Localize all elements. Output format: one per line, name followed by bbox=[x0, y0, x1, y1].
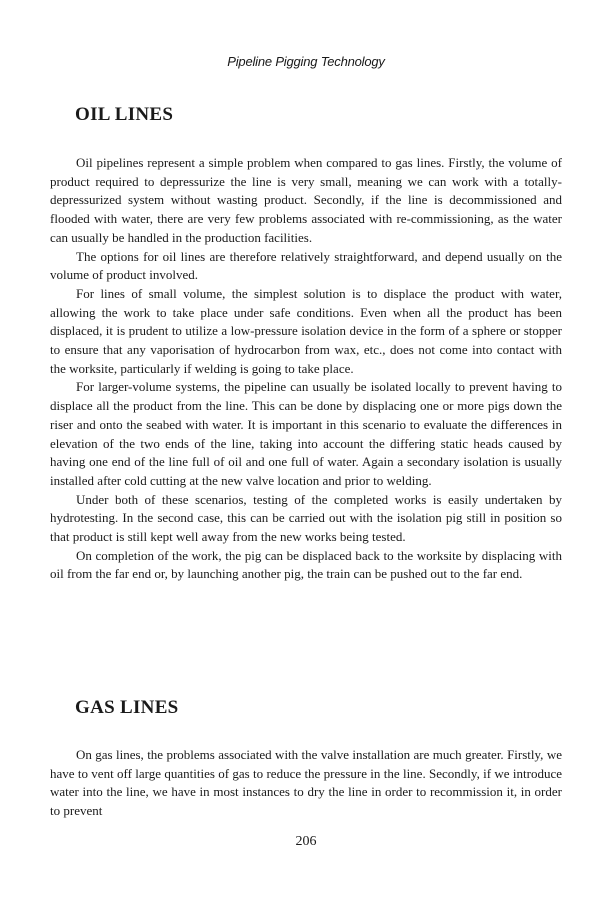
paragraph: On gas lines, the problems associated with the valve installation are much greater. Firstly, we have to vent off large quantities of gas to reduce the pressure in the line. Secondly, if we introduce water into the line, we have in most instances to dry the line in order to recommission it, in order to prevent bbox=[50, 747, 562, 819]
paragraph: For larger-volume systems, the pipeline can usually be isolated locally to prevent having to displace all the product from the line. This can be done by displacing one or more pigs down the riser and onto the seabed with water. It is important in this scenario to evaluate the differences in elevation of the two ends of the line, taking into account the differing static heads caused by having one end of the line full of oil and one full of water. Again a secondary isolation is usually installed after cold cutting at the new valve location and prior to welding. bbox=[50, 379, 562, 488]
page-number: 206 bbox=[295, 834, 317, 849]
running-head: Pipeline Pigging Technology bbox=[227, 54, 385, 69]
paragraph: The options for oil lines are therefore relatively straightforward, and depend usually on the volume of product involved. bbox=[50, 248, 562, 283]
gas-lines-body bbox=[50, 746, 562, 821]
section-heading-oil-lines: OIL LINES bbox=[75, 104, 174, 125]
oil-lines-body bbox=[50, 154, 562, 584]
paragraph: For lines of small volume, the simplest solution is to displace the product with water, allowing the work to take place under safe conditions. Even when all the product has been displaced, it is prudent to utilize a low-pressure isolation device in the form of a sphere or stopper to ensure that any vaporisation of hydrocarbon from wax, etc., does not come into contact with the worksite, particularly if welding is going to take place. bbox=[50, 285, 562, 376]
paragraph: Under both of these scenarios, testing of the completed works is easily undertaken by hydrotesting. In the second case, this can be carried out with the isolation pig still in position so that product is still kept well away from the new works being tested. bbox=[50, 491, 562, 545]
paragraph: Oil pipelines represent a simple problem when compared to gas lines. Firstly, the volume of product required to depressurize the line is very small, meaning we can work with a totally-depressurized system without wasting product. Secondly, if the line is decommissioned and flooded with water, there are very few problems associated with re-commissioning, as the water can usually be handled in the production facilities. bbox=[50, 155, 562, 245]
paragraph: On completion of the work, the pig can be displaced back to the worksite by displacing with oil from the far end or, by launching another pig, the train can be pushed out to the far end. bbox=[50, 547, 562, 582]
section-heading-gas-lines: GAS LINES bbox=[75, 697, 179, 718]
